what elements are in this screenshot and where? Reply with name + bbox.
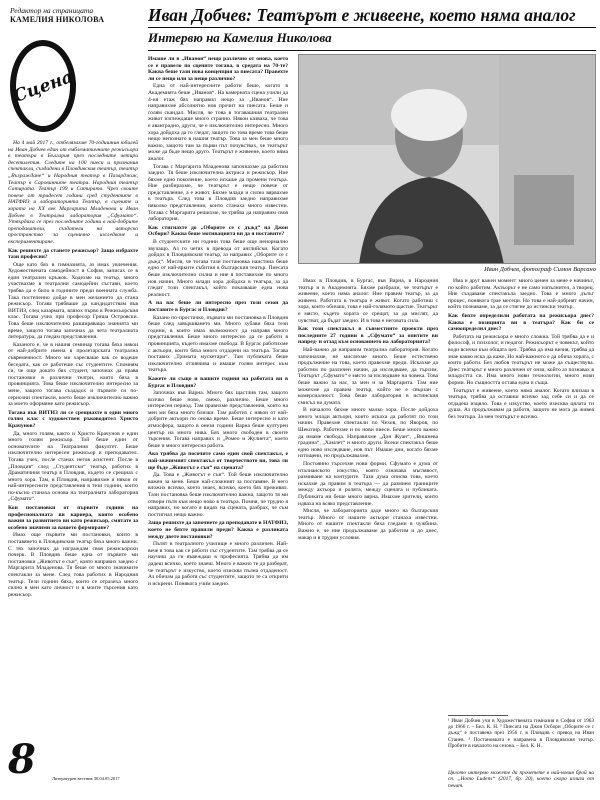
page-number: 8: [8, 736, 36, 783]
question: А на вас беше ли интересно през този сезон да поставите в Бургас и Пловдив?: [148, 300, 288, 313]
intro-paragraph: На 4 май 2017 г., отбелязахме 70-годишния юбилей на Иван Добчев един от емблематичните режисьори в театъра в България през последните четири десетилетия. Следите на 100 пиеси и признания спектакли, създадени в Пловдивския театър, театър „Възраждане“ и Народния театър в Пазарджик, Театър в Саровинните театри. Народния театър Сатирата. Театър 199 и Сатирата. Чрез своите повече от тридесет години сред студентите в НАТФИЗ и лабораторията Театър, в сцените и хората на ХХ век Маргарита Младенова и Иван Добчев в Театрална лаборатория „Сфумато“. Утвърдиха се през последните години в най-добрите преподаватели, създатели на авторско пространство за сценично изследване и експериментиране.: [8, 140, 138, 245]
answer: Една от най-интересните работи беше, когато в Академията беше „Иванов“. На камерната сцена учили да 4-ия етаж бях направил нещо за „Иванов“. Ние направихме абсолютно нов прочит на пиесата. Беше и голям скандал. Мисля, че това в тогавашния театрален живот изглеждаше много странно. Някои казваха, че това е аванградно, други, че е изключително интересно. Много хора дойдоха да го гледат, защото по това време това беше нещо непознато в нашия театър. Това за мен беше много важно, защото там за първи път почувствах, че театърът може да бъде нещо друго. Театърът е живеене, което няма аналог.: [148, 83, 288, 162]
answer: Започнах във Варна. Много бях щастлив там, защото всичко беше ново, свежо, различно. Беше много интересен период. Там правихме представления, които на мен ми бяха много близки. Там работих с някои от най-добрите актьори по онова време. Беше интересно и като атмосфера, защото в онези години Варна беше културен център на много нива. Бях много свободен в своите търсения. Тогава направих и „Ромео и Жулиета“, което беше и много интересна работа.: [148, 390, 288, 449]
answer: Тогава с Маргарита Младенова започнахме да работим заедно. Тя беше изключителна актриса и режисьор. Ние бяхме едно поколение, което искаше да промени театъра. Ние разбирахме, че театърът е нещо повече от представление, а е живот. Бяхме млади и силно вярвахме в театъра. След това в Пловдив заедно направихме няколко представления, които станаха много известни. Тогава с Маргарита решихме, че трябва да направим своя лаборатория.: [148, 163, 288, 223]
column-1: [8, 140, 138, 725]
photo-caption: Иван Добчев, фотограф Симон Варсано: [484, 266, 596, 273]
answer: Има и друг важен момент: много ценен за мене е начинът, по който работим. Актьорът е не само изпълнител, а творец. Ние създаваме спектакъла заедно. Това е много дълъг процес, понякога трае месеци. Но това е най-добрият начин, който познаваме, за да се стигне до истински театър.: [448, 278, 594, 311]
question: Тогава във ВИТИЗ ли се срещнахте в един много голям клас с художествен ръководител Христо Крачунов?: [8, 409, 138, 429]
footnotes: ¹ Иван Добчев учи в Художествената гимназия в София от 1963 до 1966 г. – Бел. К. Н. ² Пиесата на Джон Осборн „Оборите се с дъжд“ е поставена през 1956 г. в Пловдив с превод на Иван Станев. ³ Постановката е направена в Пловдивския театър. Пробите в началото на сезона. – Бел. К. Н.: [448, 718, 594, 749]
portrait-image: [299, 55, 596, 264]
answer: Да. Това е „Животът е сън“. Той беше изключително важен за мене. Беше най-сложният за поставяне. В него вложих всичко, което знаех, всичко, което бях преживял. Тази постановка беше изключително важна, защото тя ми отвори пътя към нещо ново в театъра. Помня, че трудно я направих, но когато я видях на сцената, разбрах, че съм постигнал нещо важно.: [148, 472, 288, 518]
question: Как стигнахте до „Оборите се с дъжд“ на Джон Осборн? Каква беше мотивацията ви да я поставите?: [148, 224, 288, 238]
article-subtitle: Интервю на Камелия Николова: [148, 30, 332, 45]
editor-credit: [10, 6, 140, 25]
answer: В началото бяхме много малко хора. После дойдоха много млади актьори, които искаха да работят по този начин. Правехме спектакли по Чехов, по Яворов, по Шекспир. Работехме и по нови пиеси. Беше много важно да имаме свобода. Направихме „Дон Жуан“, „Вишнева градина“, „Хамлет“ и много други. Всеки спектакъл беше едно ново изследване, нов път. Имаше дни, когато бяхме изтощени, но продължавахме.: [298, 407, 438, 460]
answer: Пътят в театралното училище е много различен. Най-вече в това как се работи със студентите. Там трябва да се научиш да ги въвеждаш в професията. Трябва да им дадеш всичко, което знаеш. Много е важно те да разберат, че театърът е изкуство, което изисква пълна отдаденост. Аз обичам да работя със студентите, защото те са открити и искрени. Понякога учим заедно.: [148, 541, 288, 587]
question: Как бихте определили работата на режисьора днес? Каква е позицията ви в театъра? Как би се самоопределил днес?: [448, 312, 594, 333]
title-rule: [148, 27, 596, 28]
question: Имаше ли в „Иванов“ нещо различно от онова, което се е правело по сцените тогава, в средата на 70-те? Каква беше тази нова концепция за пиесата? Правехте ли се нещо или за нещо различно?: [148, 56, 288, 82]
answer: Постоянно търсехме нови форми. Сфумато е дума от италианското изкуство, която означава мъглявост, размиване на контурите. Тази дума описва това, което искахме да правим в театъра — да размием границите между актьора и ролята, между сцената и публиката. Публиката ни беше много вярна. Имахме зрители, които идваха на всяко представление.: [298, 461, 438, 507]
answer: Казано по-простичко, първата ми постановка в Пловдив беше след завършването ми. Много хубави бяха тези години, в които имах възможност да направя много представления. Беше много интересно да се работи в провинцията, където имахме свобода. В Бургас работихме с актьори, които бяха много отдадени на театъра. Тогава поставих „Тримата мускетари“. Там публиката беше изключително отзивчива и имаше голям интерес към театъра.: [148, 314, 288, 374]
column-4: [448, 278, 594, 713]
publication-info: Литературен вестник 30.04.05.2017: [52, 776, 120, 781]
answer: Имах в Пловдив, в Бургас, във Варна, в Народния театър и в Академията. Бяхме разбрали, че театърът е живеене, което няма аналог. Ние правим театър, за да живеем. Работата в театъра е живот. Когато работиш с хора, които обичаш, това е най-голямото щастие. Театърът е място, където хората се срещат, за да мислят, да чувстват, да бъдат заедно. И в това е неговата сила.: [298, 278, 438, 324]
answer: Работата на режисьора е много сложна. Той трябва да е и философ, и психолог, и педагог. Режисьорът е човекът, който води всички към общата цел. Трябва да има визия, трябва да знае какво иска да каже. Но най-важното е да обича хората, с които работи. Без любов театърът не може да съществува. Днес театърът е много различен от онзи, който аз познавах в младостта си. Има много нови технологии, много нови форми. Но същността остава една и съща.: [448, 333, 594, 386]
question: Ако трябва да посочите само един свой спектакъл, е най-значимият спектакъл от творчеството ви, това ли ще бъде „Животът е сън“ на сцената?: [148, 451, 288, 471]
answer: Мисля, че лабораторията даде много на българския театър. Много от нашите актьори станаха известни. Много от нашите спектакли бяха гледани в чужбина. Важно е, че ние продължаваме да работим и до днес, макар и в трудни условия.: [298, 508, 438, 541]
portrait-photo: [298, 54, 596, 264]
article-title: Иван Добчев: Театърът е живеене, което няма аналог: [148, 5, 576, 25]
question: Кои постановки от първите години на професионалната ви кариера, които особено важни за развитието ви като режисьор, смятате за особено значими за вашето формиране?: [8, 505, 138, 531]
answer: Още като бях в гимназията, аз имах увлечения. Художествената самодейност в София, записах се в един театрален кръжок. Ходехме на театър, много участвахме в театрални самодейни състави, което трябва да е било в годините преди военната служба. Така постепенно дойде в мен желанието да стана режисьор. Тогава трябваше да кандидатствам във ВИТИЗ, след казармата, влязох първо в Режисьорския клас. Тогава учих при професор Гриша Островски. Това беше изключително разширяващо знанията ми време, защото тогава започнах да чета театралната литература, да гледам представления.: [8, 261, 138, 341]
answer: Най-важно да направим театрална лаборатория. Когато започнахме, не мислехме много. Беше естествено продължение на това, което правехме преди. Искахме да работим по различен начин, да изследваме, да търсим. Театърът „Сфумато“ е място за изследване на човека. Това беше важно за нас, за мен и за Маргарита. Там ние можехме да правим театър, който не е свързан с комерсиалност. Това беше лаборатория в истинския смисъл на думата.: [298, 346, 438, 406]
source-credit: Цялото интервю можете да прочетете в най-новия брой на сп. „Homo Ludens“ (2017, бр. 20), което скоро излиза от печат.: [448, 770, 594, 789]
question: Как този спектакъл в съвместните проекти през последните 27 години в „Сфумато“ за опитите ви напред- и отзад към основанието на лабораторията?: [298, 326, 438, 346]
column-3: [298, 278, 438, 796]
answer: В студентските ни години това беше още ненормално звучащо. Аз го четях в превода от английски. Когато дойдох в Пловдивския театър, аз направих „Оборите се с дъжд“. Мисля, че тогава тази постановка наистина беше едно от най-ярките събития в българския театър. Пиесата беше изключително силна и ние я поставихме по много нов начин. Много млади хора дойдоха в театъра, за да гледат този спектакъл, който показваше една нова реалност.: [148, 239, 288, 298]
section-logo-text: Сцена: [11, 67, 76, 107]
answer: Казаното е, че в нашия семинар тогава бяха някои от най-добрите имена в пролетарската театрална съвременност. Много ми харесваше как се водеше беседата, как се работеше със студентите. Спомням си, че още докато бях студент, започнах да правя постановки в различни театри, които бяха в провинцията. Това беше изключително интересно за мене, защото тогава създадох и първите си по-сериозни спектакли, което беше изключително важно за моето оформяне като режисьор.: [8, 341, 138, 408]
footnote-divider: [448, 715, 508, 716]
question: Как решихте да станете режисьор? Защо избрахте тази професия?: [8, 247, 138, 261]
subtitle-rule: [148, 50, 596, 51]
question: Защо решихте да започнете да преподавате в НАТФИЗ, което не бяхте правили преди? Каква е разликата между двете постановки?: [148, 520, 288, 540]
answer: Театърът е живеене, което няма аналог. Когато влизаш в театъра, трябва да оставиш всичко зад себе си и да се отдадеш изцяло. Това е изкуство, което изисква цялата ти душа. Аз продължавам да работя, защото не мога да живея без театъра. За мен театърът е всичко.: [448, 387, 594, 420]
question: Кажете ли също и вашите години на работата ви в Бургас и Пловдив?: [148, 375, 288, 389]
editor-role: Редактор на страницата: [10, 6, 94, 15]
section-logo: [8, 38, 78, 134]
editor-name: КАМЕЛИЯ НИКОЛОВА: [10, 15, 105, 24]
column-2: [148, 54, 288, 796]
answer: Имах още първите ми постановки, които в поставянето в Пловдивския театър бяха много важни. С тях започнах да изграждам своя режисьорски почерк. В Пловдив беше една от първите ми постановки „Животът е сън“, която направих заедно с Маргарита Младенова. Тя беше от много значимите спектакли за мене. След това работих в Народния театър. Тези години бяха, които се отразиха много силно в мен като личност и в моите търсения като режисьор.: [8, 532, 138, 598]
answer: Да, много голям, както и Христо Крачунов е един много голям режисьор. Той беше един от основателите на Театралния факултет. Беше изключително интересен режисьор и преподавател. Тогава учех, после станах негов асистент. После в „Пловдив“ след „Студентски“ театър, работих в Драматичния театър в Пловдив, където се срещнах с много хора. Там, в Пловдив, направихме и някои от най-интересните представления в тези години, които по-късно станаха основа на театралната лаборатория „Сфумато“.: [8, 430, 138, 503]
